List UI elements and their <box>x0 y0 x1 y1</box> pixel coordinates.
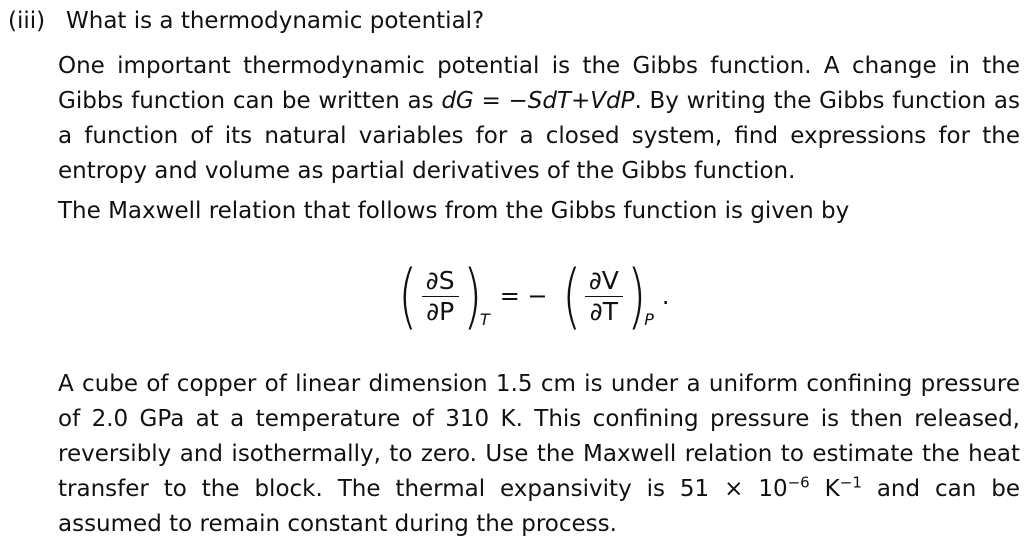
left-paren: ( <box>561 255 581 337</box>
right-paren: ) <box>462 255 482 337</box>
question-title: What is a thermodynamic potential? <box>66 8 485 34</box>
lhs-numerator: ∂S <box>422 266 459 297</box>
copper-paragraph <box>58 367 1020 542</box>
gibbs-text-after: . By writing the Gibbs function as a function of its natural variables for a closed system, find expressions for the entropy and volume as partial derivatives of the Gibbs function. <box>58 88 1020 184</box>
gibbs-paragraph <box>58 49 1020 189</box>
rhs-numerator: ∂V <box>585 266 623 297</box>
rhs-denominator: ∂T <box>589 296 618 326</box>
lhs-fraction <box>422 266 459 327</box>
expansivity-exponent: −6 <box>787 473 810 492</box>
expansivity-mantissa: 51 × 10 <box>679 476 788 502</box>
left-paren: ( <box>398 255 418 337</box>
right-paren: ) <box>626 255 647 337</box>
maxwell-equation <box>0 254 1024 338</box>
lhs-denominator: ∂P <box>426 296 455 326</box>
maxwell-intro: The Maxwell relation that follows from the Gibbs function is given by <box>58 198 850 224</box>
gibbs-text-before: One important thermodynamic potential is the Gibbs function. A change in the Gibbs function can be written as <box>58 53 1020 114</box>
expansivity-unit: K <box>824 476 840 502</box>
expansivity-value <box>679 473 862 502</box>
copper-text: A cube of copper of linear dimension 1.5 cm is under a uniform confining pressure of 2.0 GPa at a temperature of 310 K. This confining pressure is then released, reversibly and isothermally, to zero. Use the Maxwell relation to estimate the heat transfer to the block. The thermal expansivity is <box>58 371 1020 502</box>
equation-period: . <box>661 282 670 310</box>
copper-text-after: and can be assumed to remain constant during the process. <box>58 476 1021 537</box>
gibbs-formula: dG = −SdT+VdP <box>441 88 635 114</box>
expansivity-unit-exponent: −1 <box>839 473 862 492</box>
question-number: (iii) <box>8 8 46 34</box>
rhs-subscript: P <box>644 310 654 329</box>
rhs-fraction <box>585 266 623 327</box>
equals-minus: = − <box>499 282 548 310</box>
lhs-subscript: T <box>479 310 490 329</box>
